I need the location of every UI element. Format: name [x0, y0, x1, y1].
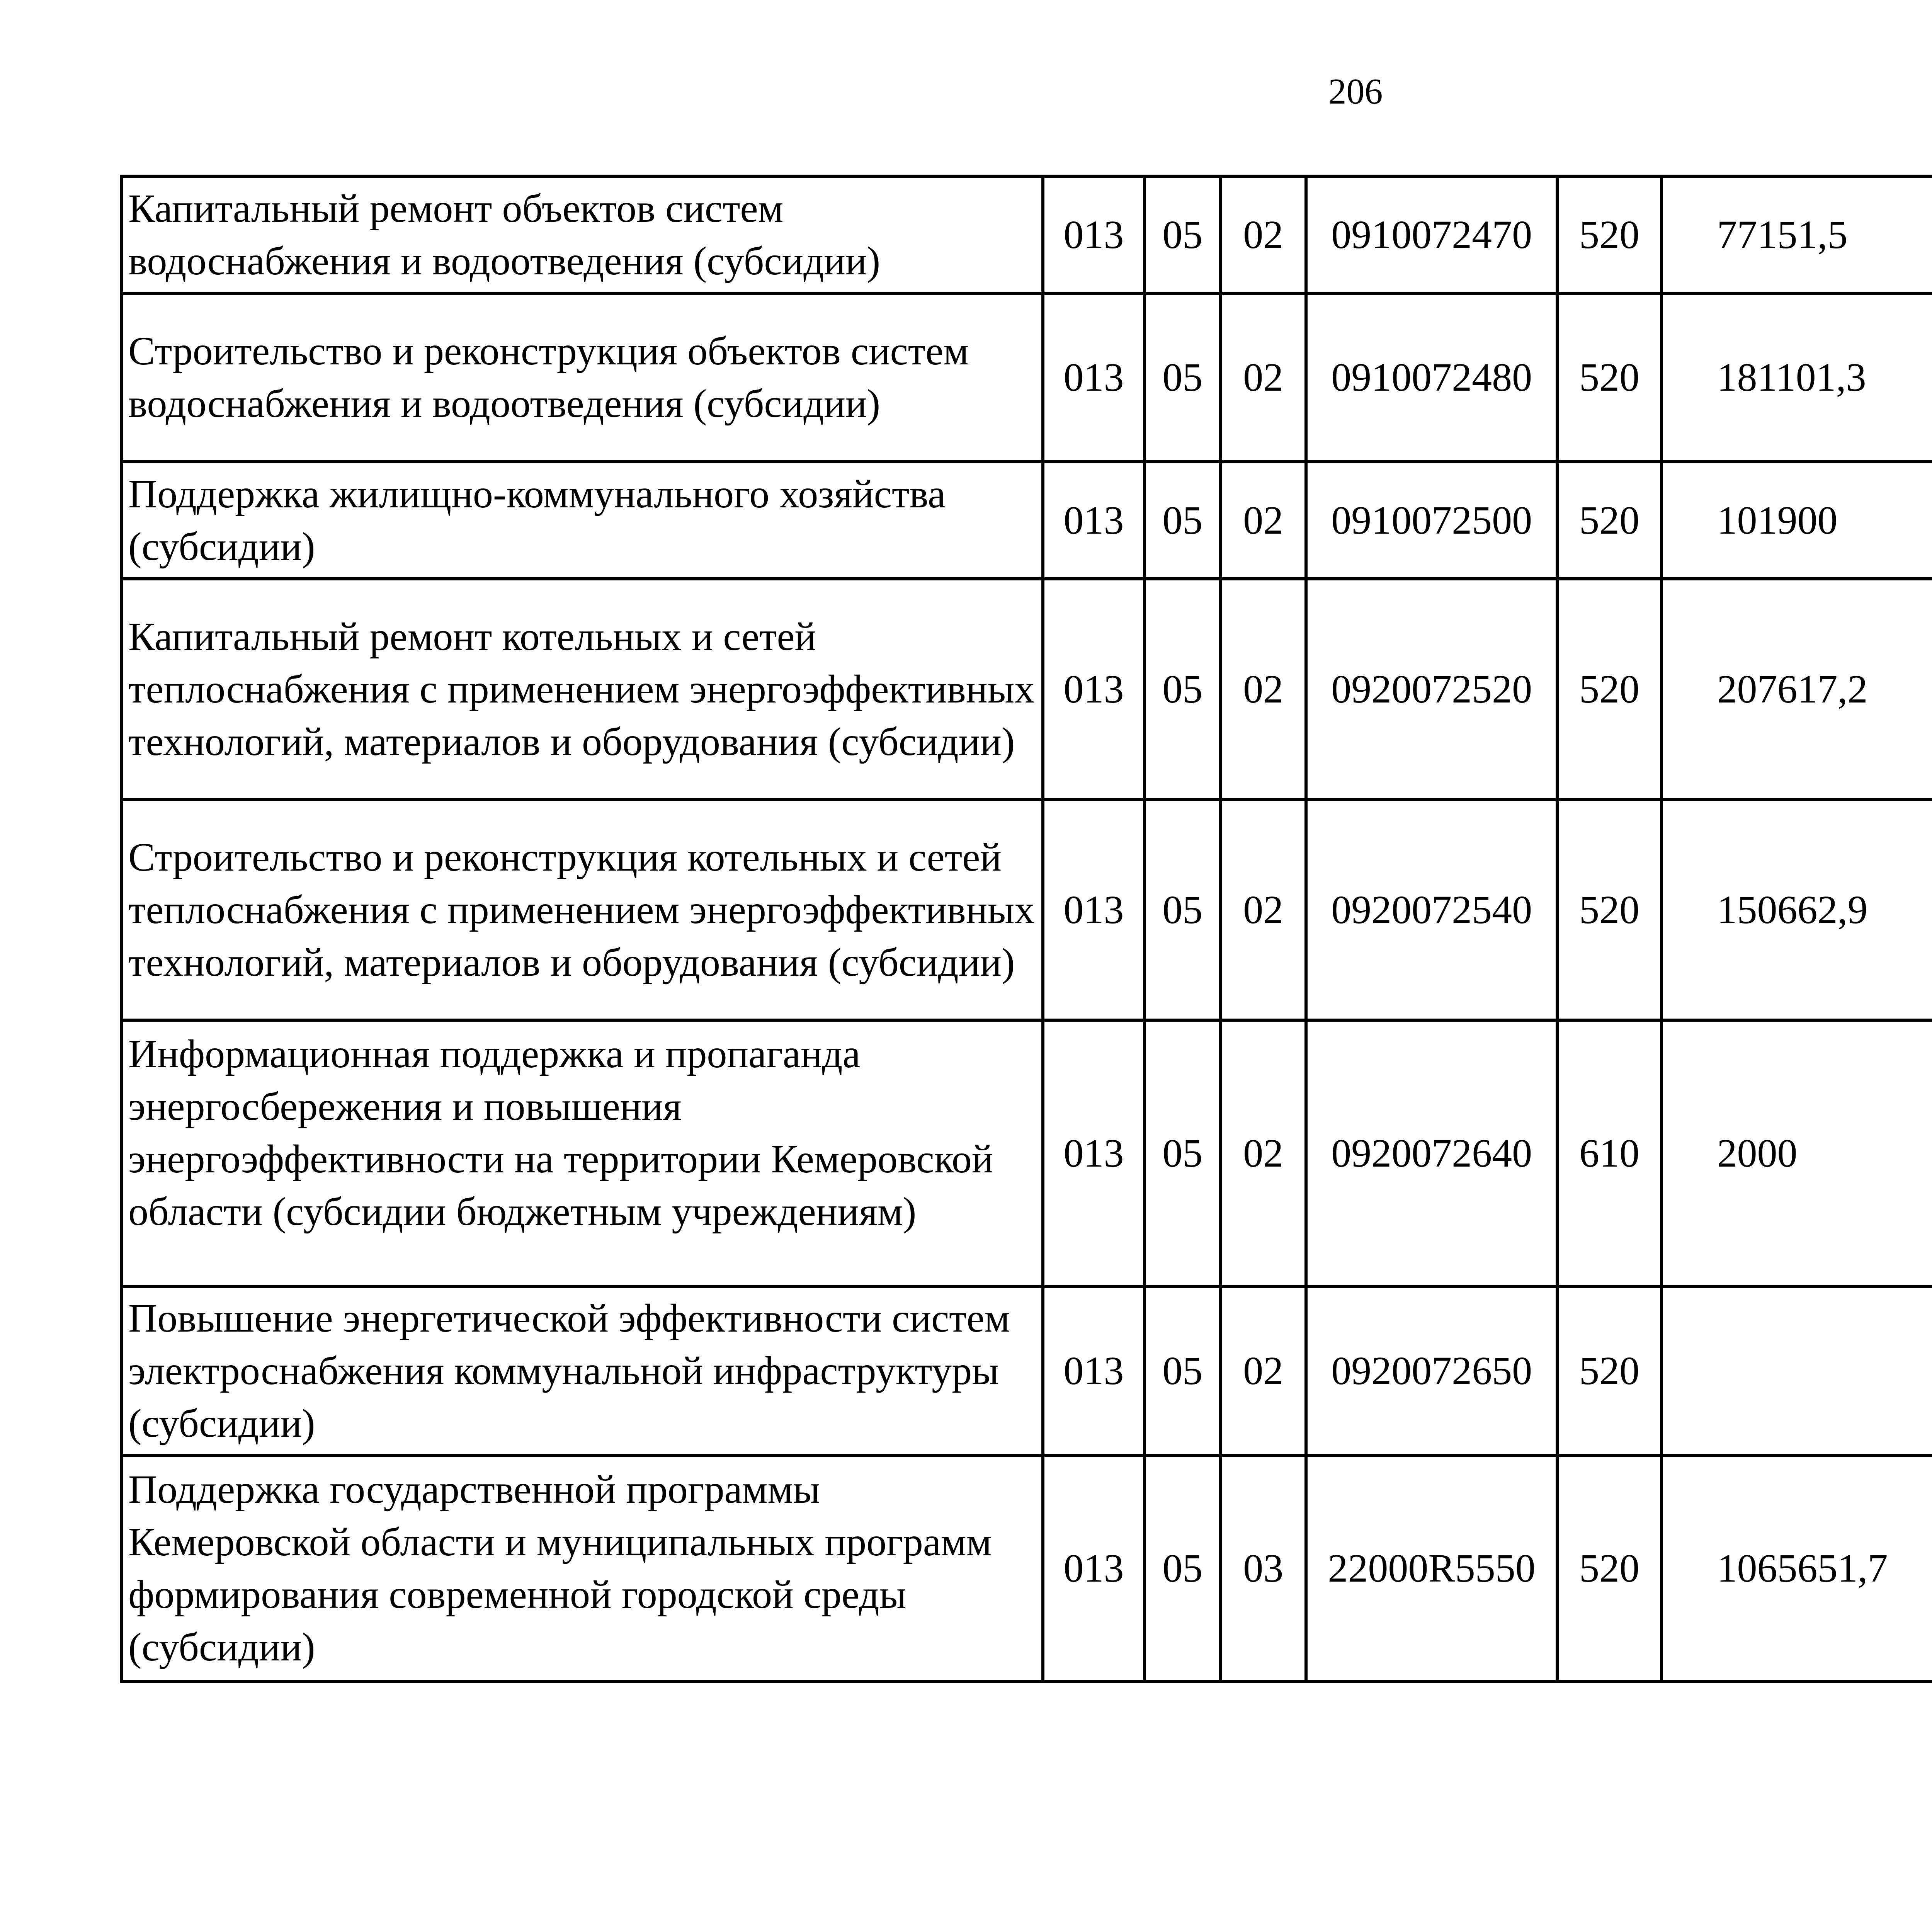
section-code-cell: 05 [1145, 1455, 1221, 1682]
table-row [121, 1020, 1932, 1287]
expense-name-cell: Капитальный ремонт объектов систем водоснабжения и водоотведения (субсидии) [121, 176, 1043, 293]
ministry-code-cell: 013 [1043, 799, 1145, 1020]
subsection-code-cell: 02 [1221, 462, 1306, 579]
expense-type-cell: 520 [1557, 462, 1661, 579]
section-code-cell: 05 [1145, 799, 1221, 1020]
expense-name-cell: Строительство и реконструкция объектов систем водоснабжения и водоотведения (субсидии) [121, 293, 1043, 462]
expense-type-cell: 520 [1557, 799, 1661, 1020]
expense-type-cell: 520 [1557, 1455, 1661, 1682]
ministry-code-cell: 013 [1043, 462, 1145, 579]
table-row [121, 1455, 1932, 1682]
subsection-code-cell: 02 [1221, 293, 1306, 462]
section-code-cell: 05 [1145, 579, 1221, 799]
section-code-cell: 05 [1145, 1020, 1221, 1287]
target-code-cell: 0920072650 [1306, 1287, 1558, 1455]
amount-1-cell: 207617,2 [1662, 579, 1932, 799]
target-code-cell: 0910072500 [1306, 462, 1558, 579]
table-row [121, 176, 1932, 293]
section-code-cell: 05 [1145, 293, 1221, 462]
ministry-code-cell: 013 [1043, 1020, 1145, 1287]
expense-name-cell: Поддержка государственной программы Кемеровской области и муниципальных программ формирования современной городской среды (субсидии) [121, 1455, 1043, 1682]
subsection-code-cell: 02 [1221, 1020, 1306, 1287]
table-row [121, 799, 1932, 1020]
section-code-cell: 05 [1145, 176, 1221, 293]
ministry-code-cell: 013 [1043, 293, 1145, 462]
table-row [121, 1287, 1932, 1455]
expense-name-cell: Строительство и реконструкция котельных и сетей теплоснабжения с применением энергоэффективных технологий, материалов и оборудования (субсидии) [121, 799, 1043, 1020]
page-number: 206 [1328, 71, 1383, 112]
ministry-code-cell: 013 [1043, 176, 1145, 293]
ministry-code-cell: 013 [1043, 1287, 1145, 1455]
amount-1-cell: 77151,5 [1662, 176, 1932, 293]
target-code-cell: 0920072520 [1306, 579, 1558, 799]
section-code-cell: 05 [1145, 462, 1221, 579]
target-code-cell: 0920072540 [1306, 799, 1558, 1020]
subsection-code-cell: 02 [1221, 1287, 1306, 1455]
ministry-code-cell: 013 [1043, 1455, 1145, 1682]
subsection-code-cell: 03 [1221, 1455, 1306, 1682]
table-row [121, 293, 1932, 462]
amount-1-cell: 181101,3 [1662, 293, 1932, 462]
table-row [121, 579, 1932, 799]
expense-name-cell: Поддержка жилищно-коммунального хозяйства (субсидии) [121, 462, 1043, 579]
amount-1-cell: 150662,9 [1662, 799, 1932, 1020]
target-code-cell: 0920072640 [1306, 1020, 1558, 1287]
expense-name-cell: Капитальный ремонт котельных и сетей теплоснабжения с применением энергоэффективных технологий, материалов и оборудования (субсидии) [121, 579, 1043, 799]
expense-name-cell: Повышение энергетической эффективности систем электроснабжения коммунальной инфраструктуры (субсидии) [121, 1287, 1043, 1455]
amount-1-cell: 101900 [1662, 462, 1932, 579]
amount-1-cell: 1065651,7 [1662, 1455, 1932, 1682]
target-code-cell: 0910072470 [1306, 176, 1558, 293]
ministry-code-cell: 013 [1043, 579, 1145, 799]
expense-type-cell: 520 [1557, 176, 1661, 293]
table-row [121, 462, 1932, 579]
budget-table [120, 175, 1932, 1683]
amount-1-cell: 2000 [1662, 1020, 1932, 1287]
subsection-code-cell: 02 [1221, 579, 1306, 799]
expense-type-cell: 610 [1557, 1020, 1661, 1287]
section-code-cell: 05 [1145, 1287, 1221, 1455]
expense-type-cell: 520 [1557, 579, 1661, 799]
subsection-code-cell: 02 [1221, 176, 1306, 293]
subsection-code-cell: 02 [1221, 799, 1306, 1020]
expense-name-cell: Информационная поддержка и пропаганда энергосбережения и повышения энергоэффективности на территории Кемеровской области (субсидии бюджетным учреждениям) [121, 1020, 1043, 1287]
target-code-cell: 22000R5550 [1306, 1455, 1558, 1682]
expense-type-cell: 520 [1557, 1287, 1661, 1455]
target-code-cell: 0910072480 [1306, 293, 1558, 462]
expense-type-cell: 520 [1557, 293, 1661, 462]
amount-1-cell [1662, 1287, 1932, 1455]
